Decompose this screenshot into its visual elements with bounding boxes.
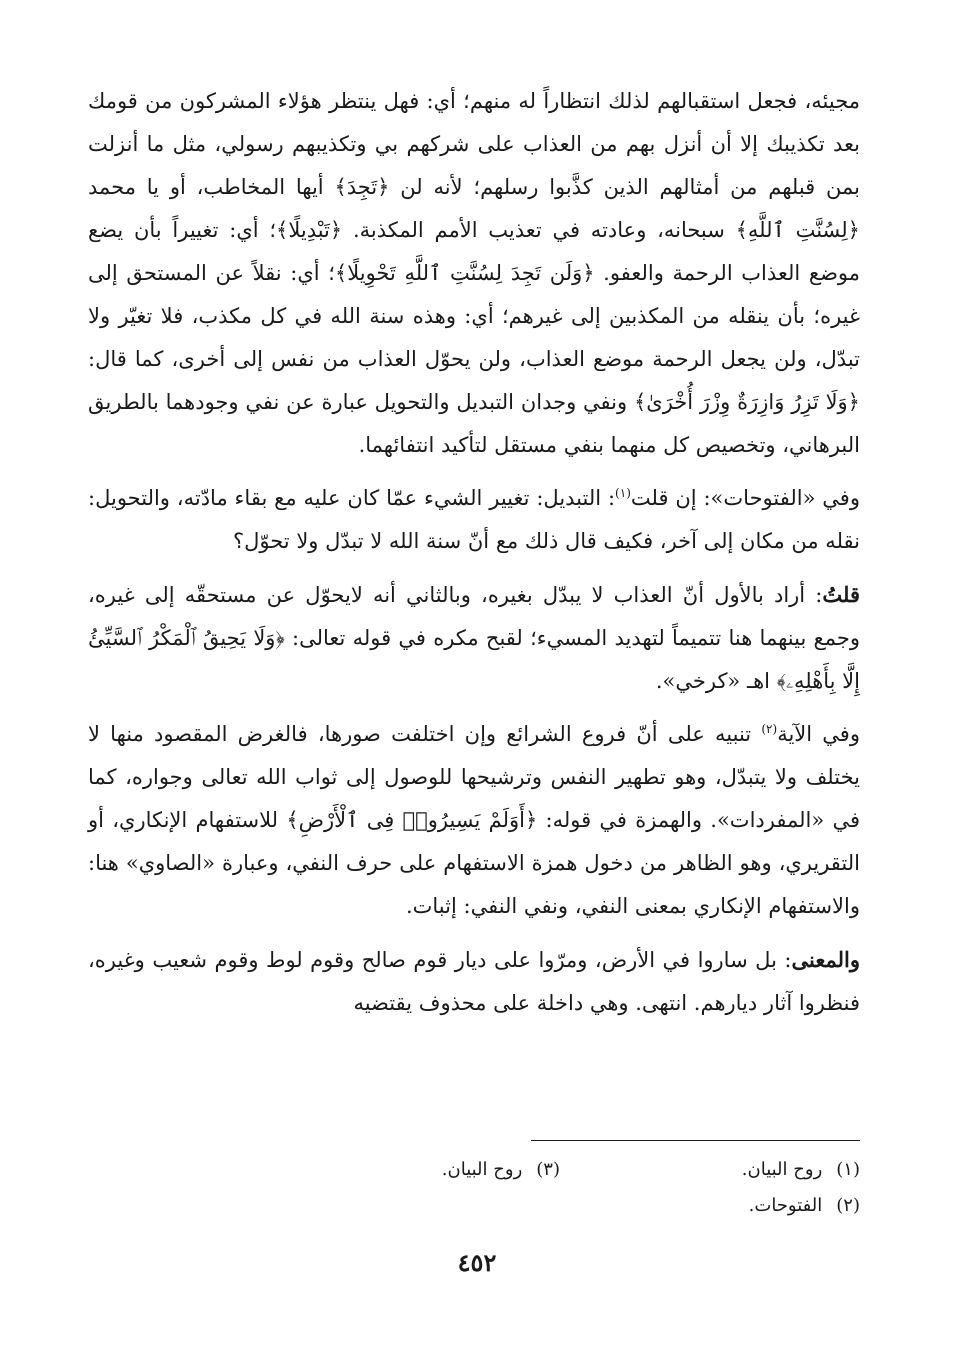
paragraph-5-lead: والمعنى bbox=[791, 947, 860, 972]
footnote-divider bbox=[531, 1140, 860, 1141]
paragraph-2 bbox=[88, 477, 860, 563]
paragraph-1: مجيئه، فجعل استقبالهم لذلك انتظاراً له منهم؛ أي: فهل ينتظر هؤلاء المشركون من قومك بعد تكذيبك إلا أن أنزل بهم من العذاب على شركهم بي وتكذيبهم رسولي، مثل ما أنزلت بمن قبلهم من أمثالهم الذين كذَّبوا رسلهم؛ لأنه لن ﴿تَجِدَ﴾ أيها المخاطب، أو يا محمد ﴿لِسُنَّتِ ٱللَّهِ﴾ سبحانه، وعادته في تعذيب الأمم المكذبة. ﴿تَبْدِيلًا﴾؛ أي: تغييراً بأن يضع موضع العذاب الرحمة والعفو. ﴿وَلَن تَجِدَ لِسُنَّتِ ٱللَّهِ تَحْوِيلًا﴾؛ أي: نقلاً عن المستحق إلى غيره؛ بأن ينقله من المكذبين إلى غيرهم؛ أي: وهذه سنة الله في كل مكذب، فلا تغيّر ولا تبدّل، ولن يجعل الرحمة موضع العذاب، ولن يحوّل العذاب من نفس إلى أخرى، كما قال: ﴿وَلَا تَزِرُ وَازِرَةٌ وِزْرَ أُخْرَىٰ﴾ ونفي وجدان التبديل والتحويل عبارة عن نفي وجودهما بالطريق البرهاني، وتخصيص كل منهما بنفي مستقل لتأكيد انتفائهما. bbox=[88, 89, 860, 457]
footnote-row bbox=[88, 1188, 860, 1224]
footnote-number: (٣) bbox=[536, 1159, 560, 1180]
footnote-1 bbox=[560, 1152, 860, 1188]
footnote-3 bbox=[260, 1152, 560, 1188]
footnote-number: (٢) bbox=[836, 1195, 860, 1216]
footnote-text: روح البيان. bbox=[441, 1159, 523, 1180]
page-number: ٤٥٢ bbox=[457, 1248, 497, 1277]
footnote-row bbox=[88, 1152, 860, 1188]
paragraph-4-start: وفي الآية bbox=[777, 722, 860, 746]
footnote-text: روح البيان. bbox=[741, 1159, 823, 1180]
footnote-2 bbox=[560, 1188, 860, 1224]
footnote-ref-1: (١) bbox=[615, 486, 631, 500]
footnote-number: (١) bbox=[836, 1159, 860, 1180]
paragraph-2-rest: : التبديل: تغيير الشيء عمّا كان عليه مع بقاء مادّته، والتحويل: نقله من مكان إلى آخر، فكيف قال ذلك مع أنّ سنة الله لا تبدّل ولا تحوّل؟ bbox=[88, 486, 860, 553]
footnotes bbox=[88, 1152, 860, 1224]
page-body bbox=[88, 80, 860, 1035]
paragraph-5 bbox=[88, 938, 860, 1025]
paragraph-3 bbox=[88, 573, 860, 703]
footnote-text: الفتوحات. bbox=[748, 1195, 823, 1216]
paragraph-2-start: وفي «الفتوحات»: إن قلت bbox=[630, 486, 860, 510]
paragraph-3-lead: قلتُ bbox=[822, 582, 860, 607]
paragraph-3-text: : أراد بالأول أنّ العذاب لا يبدّل بغيره، وبالثاني أنه لايحوّل عن مستحقّه إلى غيره، وجمع بينهما هنا تتميماً لتهديد المسيء؛ لقبح مكره في قوله تعالى: ﴿وَلَا يَحِيقُ ٱلْمَكْرُ ٱلسَّيِّئُ إِلَّا بِأَهْلِهِۦ﴾ اهـ «كرخي». bbox=[88, 583, 860, 693]
paragraph-4 bbox=[88, 713, 860, 928]
paragraph-4-rest: تنبيه على أنّ فروع الشرائع وإن اختلفت صورها، فالغرض المقصود منها لا يختلف ولا يتبدّل، وهو تطهير النفس وترشيحها للوصول إلى ثواب الله تعالى وجواره، كما في «المفردات». والهمزة في قوله: ﴿أَوَلَمْ يَسِيرُوا۟ فِى ٱلْأَرْضِ﴾ للاستفهام الإنكاري، أو التقريري، وهو الظاهر من دخول همزة الاستفهام على حرف النفي، وعبارة «الصاوي» هنا: والاستفهام الإنكاري بمعنى النفي، ونفي النفي: إثبات. bbox=[88, 722, 860, 918]
paragraph-5-text: : بل ساروا في الأرض، ومرّوا على ديار قوم صالح وقوم لوط وقوم شعيب وغيره، فنظروا آثار ديارهم. انتهى. وهي داخلة على محذوف يقتضيه bbox=[88, 948, 860, 1015]
footnote-ref-2: (٢) bbox=[761, 722, 778, 736]
